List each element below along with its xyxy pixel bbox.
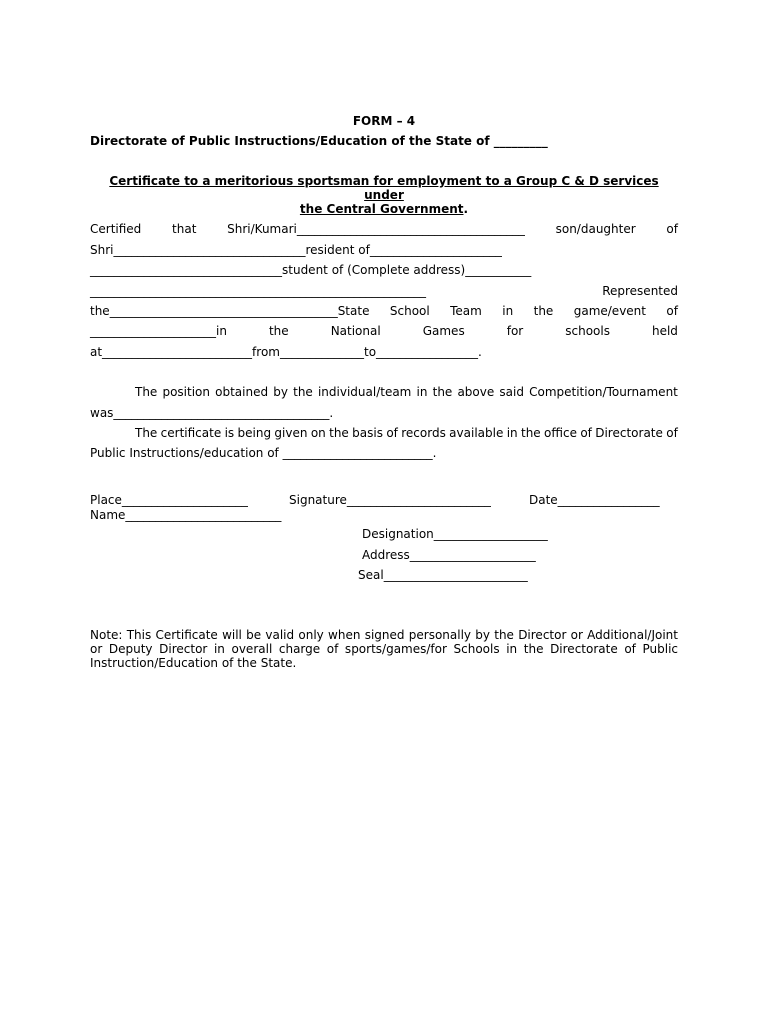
word: the bbox=[268, 324, 289, 338]
word: is bbox=[224, 426, 235, 440]
signature-field: Signature________________________ bbox=[289, 493, 491, 507]
date-field: Date_________________ bbox=[529, 493, 660, 507]
position-line-2: was____________________________________. bbox=[90, 406, 334, 420]
word: of bbox=[666, 304, 678, 318]
word: in bbox=[416, 385, 428, 399]
seal-field: Seal________________________ bbox=[358, 568, 528, 582]
word: held bbox=[651, 324, 678, 338]
body-line-3: ________________________________student of (Complete address)___________ bbox=[90, 263, 532, 277]
word: Certified bbox=[90, 222, 142, 236]
certificate-title-line-1: Certificate to a meritorious sportsman for employment to a Group C & D services under bbox=[109, 174, 659, 202]
body-line-6 bbox=[90, 324, 678, 338]
game-field: _____________________in bbox=[90, 324, 227, 338]
word: records bbox=[401, 426, 446, 440]
word: the bbox=[432, 385, 453, 399]
shri-kumari-field: Shri/Kumari______________________________________ bbox=[227, 222, 525, 236]
certificate-title-line-2 bbox=[90, 202, 678, 216]
address-field: ________________________________________________________ bbox=[90, 284, 426, 298]
word: Games bbox=[422, 324, 465, 338]
word: in bbox=[502, 304, 514, 318]
word: above bbox=[457, 385, 495, 399]
body-line-5 bbox=[90, 304, 678, 318]
word: National bbox=[330, 324, 381, 338]
certificate-title-period: . bbox=[463, 202, 469, 216]
word: of bbox=[580, 426, 592, 440]
word: being bbox=[237, 426, 272, 440]
body-line-4 bbox=[90, 284, 678, 298]
form-number: FORM – 4 bbox=[352, 114, 416, 128]
state-field: the______________________________________State bbox=[90, 304, 370, 318]
word: schools bbox=[565, 324, 610, 338]
word: of bbox=[666, 222, 678, 236]
word: the bbox=[533, 304, 554, 318]
designation-field: Designation___________________ bbox=[362, 527, 548, 541]
word: for bbox=[506, 324, 524, 338]
word: certificate bbox=[160, 426, 222, 440]
word: the bbox=[293, 385, 313, 399]
word: of bbox=[386, 426, 398, 440]
word: The bbox=[135, 385, 158, 399]
word: in bbox=[506, 426, 518, 440]
word: of bbox=[666, 426, 678, 440]
body-line-2: Shri________________________________resident of______________________ bbox=[90, 243, 502, 257]
records-line-1 bbox=[135, 426, 678, 440]
word: said bbox=[499, 385, 524, 399]
place-field: Place_____________________ bbox=[90, 493, 248, 507]
word: The bbox=[135, 426, 158, 440]
address-sign-field: Address_____________________ bbox=[362, 548, 536, 562]
certificate-title bbox=[90, 174, 678, 216]
word: son/daughter bbox=[555, 222, 636, 236]
name-field: Name__________________________ bbox=[90, 508, 282, 522]
word: available bbox=[449, 426, 504, 440]
certificate-title-line-2-text: the Central Government bbox=[299, 202, 464, 216]
word: the bbox=[329, 426, 349, 440]
word: given bbox=[274, 426, 308, 440]
word: on bbox=[310, 426, 326, 440]
validity-note: Note: This Certificate will be valid only when signed personally by the Director or Additional/Joint or Deputy Director in overall charge of sports/games/for Schools in the Directorate of Public Instruction/Education of the State. bbox=[90, 628, 678, 670]
word: that bbox=[172, 222, 197, 236]
records-line-2: Public Instructions/education of _________________________. bbox=[90, 446, 437, 460]
word: game/event bbox=[573, 304, 646, 318]
word: position bbox=[162, 385, 210, 399]
word: Team bbox=[450, 304, 482, 318]
word: Competition/Tournament bbox=[529, 385, 678, 399]
directorate-heading: Directorate of Public Instructions/Education of the State of _________ bbox=[90, 134, 548, 148]
body-line-7: at_________________________from______________to_________________. bbox=[90, 345, 482, 359]
word: School bbox=[389, 304, 430, 318]
word: Represented bbox=[602, 284, 678, 298]
word: Directorate bbox=[595, 426, 663, 440]
position-line-1 bbox=[135, 385, 678, 399]
body-line-1 bbox=[90, 222, 678, 236]
word: office bbox=[544, 426, 577, 440]
word: by bbox=[273, 385, 288, 399]
word: individual/team bbox=[317, 385, 412, 399]
word: the bbox=[520, 426, 541, 440]
word: obtained bbox=[215, 385, 269, 399]
word: basis bbox=[352, 426, 383, 440]
